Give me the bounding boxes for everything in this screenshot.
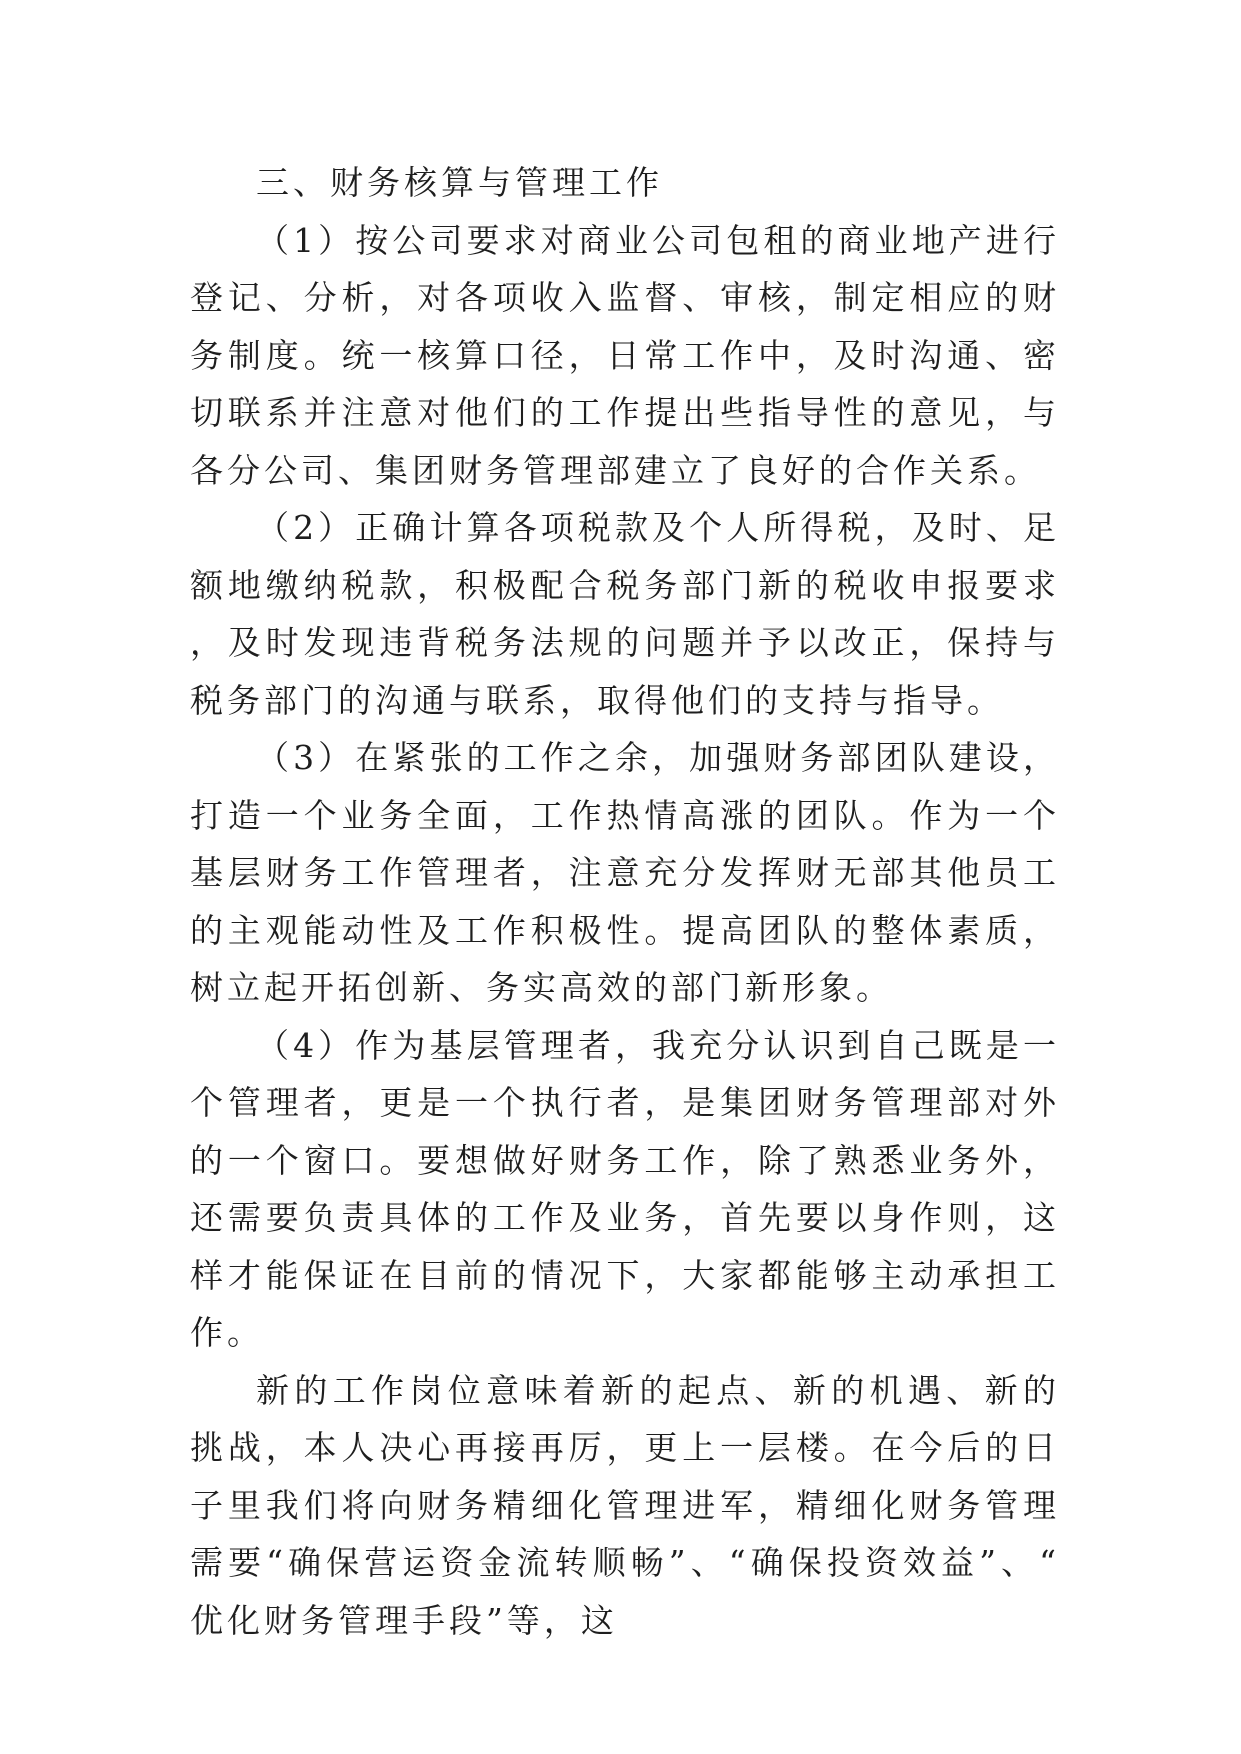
paragraph-item-3: （3）在紧张的工作之余，加强财务部团队建设，打造一个业务全面，工作热情高涨的团队。作为一个基层财务工作管理者，注意充分发挥财无部其他员工的主观能动性及工作积极性。提高团队的整体素质，树立起开拓创新、务实高效的部门新形象。 <box>190 738 1060 1007</box>
paragraph-item-4: （4）作为基层管理者，我充分认识到自己既是一个管理者，更是一个执行者，是集团财务管理部对外的一个窗口。要想做好财务工作，除了熟悉业务外，还需要负责具体的工作及业务，首先要以身作则，这样才能保证在目前的情况下，大家都能够主动承担工作。 <box>190 1025 1060 1352</box>
document-body <box>190 154 1060 1649</box>
paragraph-item-2: （2）正确计算各项税款及个人所得税，及时、足额地缴纳税款，积极配合税务部门新的税收申报要求，及时发现违背税务法规的问题并予以改正，保持与税务部门的沟通与联系，取得他们的支持与指导。 <box>190 508 1060 720</box>
section-heading: 三、财务核算与管理工作 <box>256 163 663 202</box>
paragraph-conclusion: 新的工作岗位意味着新的起点、新的机遇、新的挑战，本人决心再接再厉，更上一层楼。在今后的日子里我们将向财务精细化管理进军，精细化财务管理需要“确保营运资金流转顺畅”、“确保投资效益”、“优化财务管理手段”等，这 <box>190 1370 1060 1640</box>
paragraph-item-1: （1）按公司要求对商业公司包租的商业地产进行登记、分析，对各项收入监督、审核，制定相应的财务制度。统一核算口径，日常工作中，及时沟通、密切联系并注意对他们的工作提出些指导性的意见，与各分公司、集团财务管理部建立了良好的合作关系。 <box>190 220 1060 490</box>
